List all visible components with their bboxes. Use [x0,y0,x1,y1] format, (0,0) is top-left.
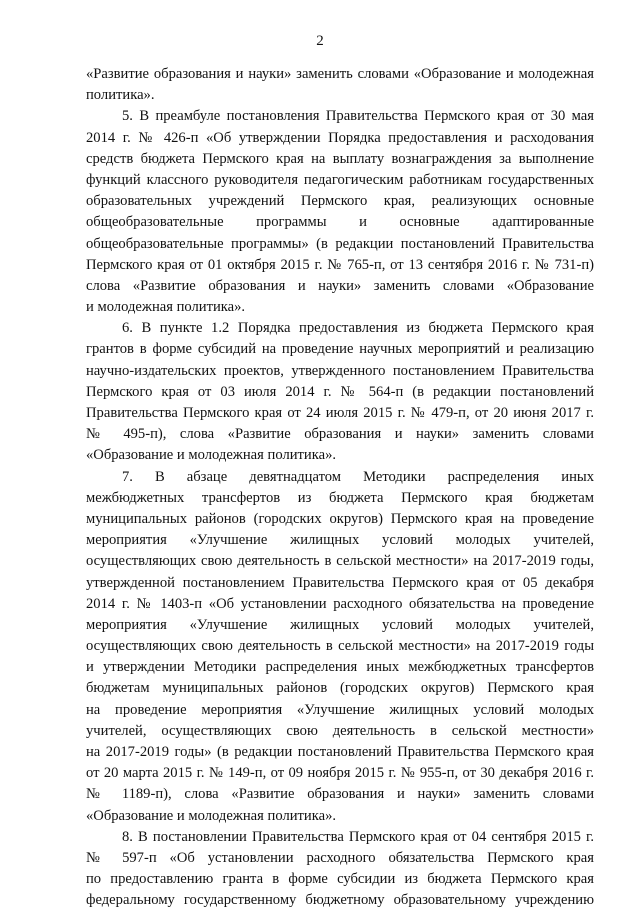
text-line: Пермского края от 01 октября 2015 г. № 765-п, от 13 сентября 2016 г. № 731-п) [86,256,594,273]
text-line: слова «Развитие образования и науки» заменить словами «Образование [86,277,594,294]
text-line: общеобразовательные программы и основные адаптированные [86,214,594,231]
text-line: на проведение мероприятия «Улучшение жилищных условий молодых [86,701,594,718]
text-line: осуществляющих свою деятельность в сельской местности» на 2017-2019 годы, [86,553,594,570]
text-line: от 20 марта 2015 г. № 149-п, от 09 ноября 2015 г. № 955-п, от 30 декабря 2016 г. [86,765,594,782]
text-line: 2014 г. № 426-п «Об утверждении Порядка предоставления и расходования [86,129,594,146]
text-line: муниципальных районов (городских округов) Пермского края на проведение [86,510,594,527]
text-line: учителей, осуществляющих свою деятельность в сельской местности» [86,722,594,739]
text-line: федеральному государственному бюджетному образовательному учреждению [86,892,594,909]
text-line: № 1189-п), слова «Развитие образования и науки» заменить словами [86,786,594,803]
text-line: средств бюджета Пермского края на выплату вознаграждения за выполнение [86,150,594,167]
text-line: мероприятия «Улучшение жилищных условий молодых учителей, [86,532,594,549]
text-line: бюджетам муниципальных районов (городских округов) Пермского края [86,680,594,697]
text-line: «Образование и молодежная политика». [86,447,337,464]
text-line: функций классного руководителя педагогическим работникам государственных [86,171,594,188]
text-line: политика». [86,87,155,104]
text-line: «Развитие образования и науки» заменить словами «Образование и молодежная [86,66,594,82]
paragraph-first-line: 7. В абзаце девятнадцатом Методики распределения иных [122,468,594,485]
text-line: образовательных учреждений Пермского края, реализующих основные [86,193,594,210]
text-line: и утверждении Методики распределения иных межбюджетных трансфертов [86,659,594,676]
text-line: грантов в форме субсидий на проведение научных мероприятий и реализацию [86,341,594,358]
text-line: 2014 г. № 1403-п «Об установлении расходного обязательства на проведение [86,595,594,612]
text-line: № 495-п), слова «Развитие образования и науки» заменить словами [86,426,594,443]
page-number: 2 [316,33,324,49]
text-line: на 2017-2019 годы» (в редакции постановлений Правительства Пермского края [86,744,594,760]
text-line: утвержденной постановлением Правительства Пермского края от 05 декабря [86,574,594,591]
text-line: мероприятия «Улучшение жилищных условий молодых учителей, [86,616,594,633]
text-line: межбюджетных трансфертов из бюджета Пермского края бюджетам [86,489,594,506]
paragraph-first-line: 8. В постановлении Правительства Пермского края от 04 сентября 2015 г. [122,828,594,845]
text-line: осуществляющих свою деятельность в сельской местности» на 2017-2019 годы [86,638,594,655]
text-line: «Образование и молодежная политика». [86,807,337,824]
text-line: Правительства Пермского края от 24 июля 2015 г. № 479-п, от 20 июня 2017 г. [86,405,594,421]
text-line: по предоставлению гранта в форме субсидии из бюджета Пермского края [86,871,594,888]
text-line: и молодежная политика». [86,299,246,316]
document-body [86,64,594,912]
text-line: Пермского края от 03 июля 2014 г. № 564-п (в редакции постановлений [86,383,594,400]
paragraph-first-line: 5. В преамбуле постановления Правительства Пермского края от 30 мая [122,108,594,125]
paragraph-first-line: 6. В пункте 1.2 Порядка предоставления из бюджета Пермского края [122,320,594,337]
text-line: научно-издательских проектов, утвержденного постановлением Правительства [86,362,594,379]
text-line: № 597-п «Об установлении расходного обязательства Пермского края [86,849,594,866]
text-line: общеобразовательные программы» (в редакции постановлений Правительства [86,235,594,252]
